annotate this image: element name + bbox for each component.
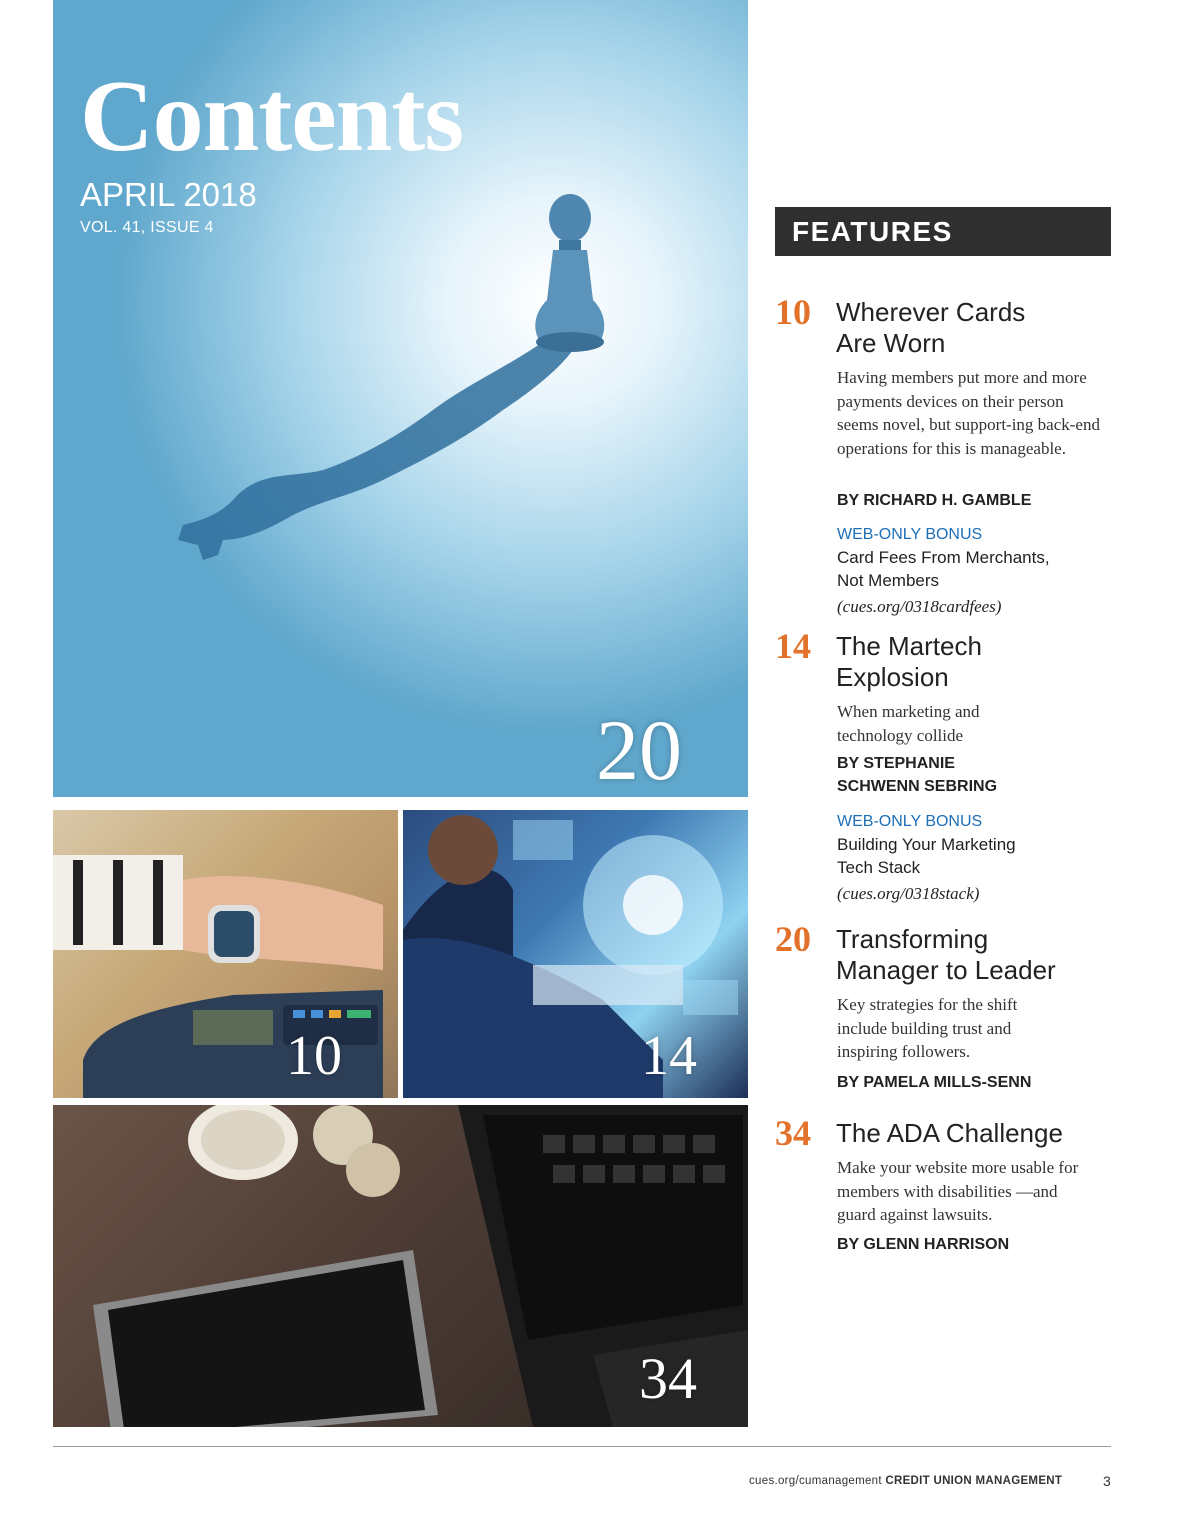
features-header-label: FEATURES xyxy=(792,216,953,247)
feature-page-number: 14 xyxy=(775,626,811,666)
feature-title[interactable]: Transforming Manager to Leader xyxy=(836,924,1056,985)
thumbnail-page-number: 10 xyxy=(286,1025,342,1087)
web-bonus-label: WEB-ONLY BONUS xyxy=(837,813,983,830)
feature-author: BY GLENN HARRISON xyxy=(837,1236,1010,1253)
footer-url[interactable]: cues.org/cumanagement xyxy=(749,1475,882,1487)
issue-date: APRIL 2018 xyxy=(80,176,257,213)
thumbnail-page-number: 34 xyxy=(639,1346,697,1411)
feature-page-number: 10 xyxy=(775,292,811,332)
feature-title[interactable]: The Martech Explosion xyxy=(836,631,982,692)
footer-page-number: 3 xyxy=(1103,1473,1111,1489)
smartwatch-payment-illustration xyxy=(53,810,398,1098)
footer-publication: CREDIT UNION MANAGEMENT xyxy=(885,1475,1063,1487)
martech-laptop-image xyxy=(403,810,748,1098)
feature-description: When marketing and technology collide xyxy=(837,702,980,745)
thumbnail-page-number: 14 xyxy=(641,1025,697,1087)
accessibility-keyboard-image xyxy=(53,1105,748,1427)
feature-author: BY PAMELA MILLS-SENN xyxy=(837,1074,1032,1091)
feature-description: Make your website more usable for members with disabilities —and guard against lawsuits. xyxy=(837,1158,1079,1224)
feature-author: BY RICHARD H. GAMBLE xyxy=(837,492,1032,509)
smartwatch-payment-image xyxy=(53,810,398,1098)
feature-page-number: 34 xyxy=(775,1113,811,1153)
web-bonus-link[interactable]: (cues.org/0318stack) xyxy=(837,884,980,903)
feature-description: Key strategies for the shift include building trust and inspiring followers. xyxy=(837,995,1018,1061)
feature-author: BY STEPHANIE SCHWENN SEBRING xyxy=(837,755,998,795)
web-bonus-title[interactable]: Building Your Marketing Tech Stack xyxy=(837,835,1016,877)
hero-image xyxy=(53,0,748,797)
hero-page-number: 20 xyxy=(596,702,682,797)
footer-divider xyxy=(53,1446,1111,1447)
footer-credit xyxy=(749,1475,1062,1487)
feature-page-number: 20 xyxy=(775,919,811,959)
page-title: Contents xyxy=(80,60,464,173)
feature-title[interactable]: Wherever Cards Are Worn xyxy=(836,297,1026,358)
web-bonus-link[interactable]: (cues.org/0318cardfees) xyxy=(837,597,1002,616)
feature-title[interactable]: The ADA Challenge xyxy=(836,1118,1063,1148)
feature-description: Having members put more and more payments devices on their person seems novel, but support-ing back-end operations for this is manageable. xyxy=(837,368,1100,458)
web-bonus-title[interactable]: Card Fees From Merchants, Not Members xyxy=(837,548,1050,590)
web-bonus-label: WEB-ONLY BONUS xyxy=(837,526,983,543)
issue-volume: VOL. 41, ISSUE 4 xyxy=(80,219,214,236)
features-header xyxy=(775,207,1111,256)
